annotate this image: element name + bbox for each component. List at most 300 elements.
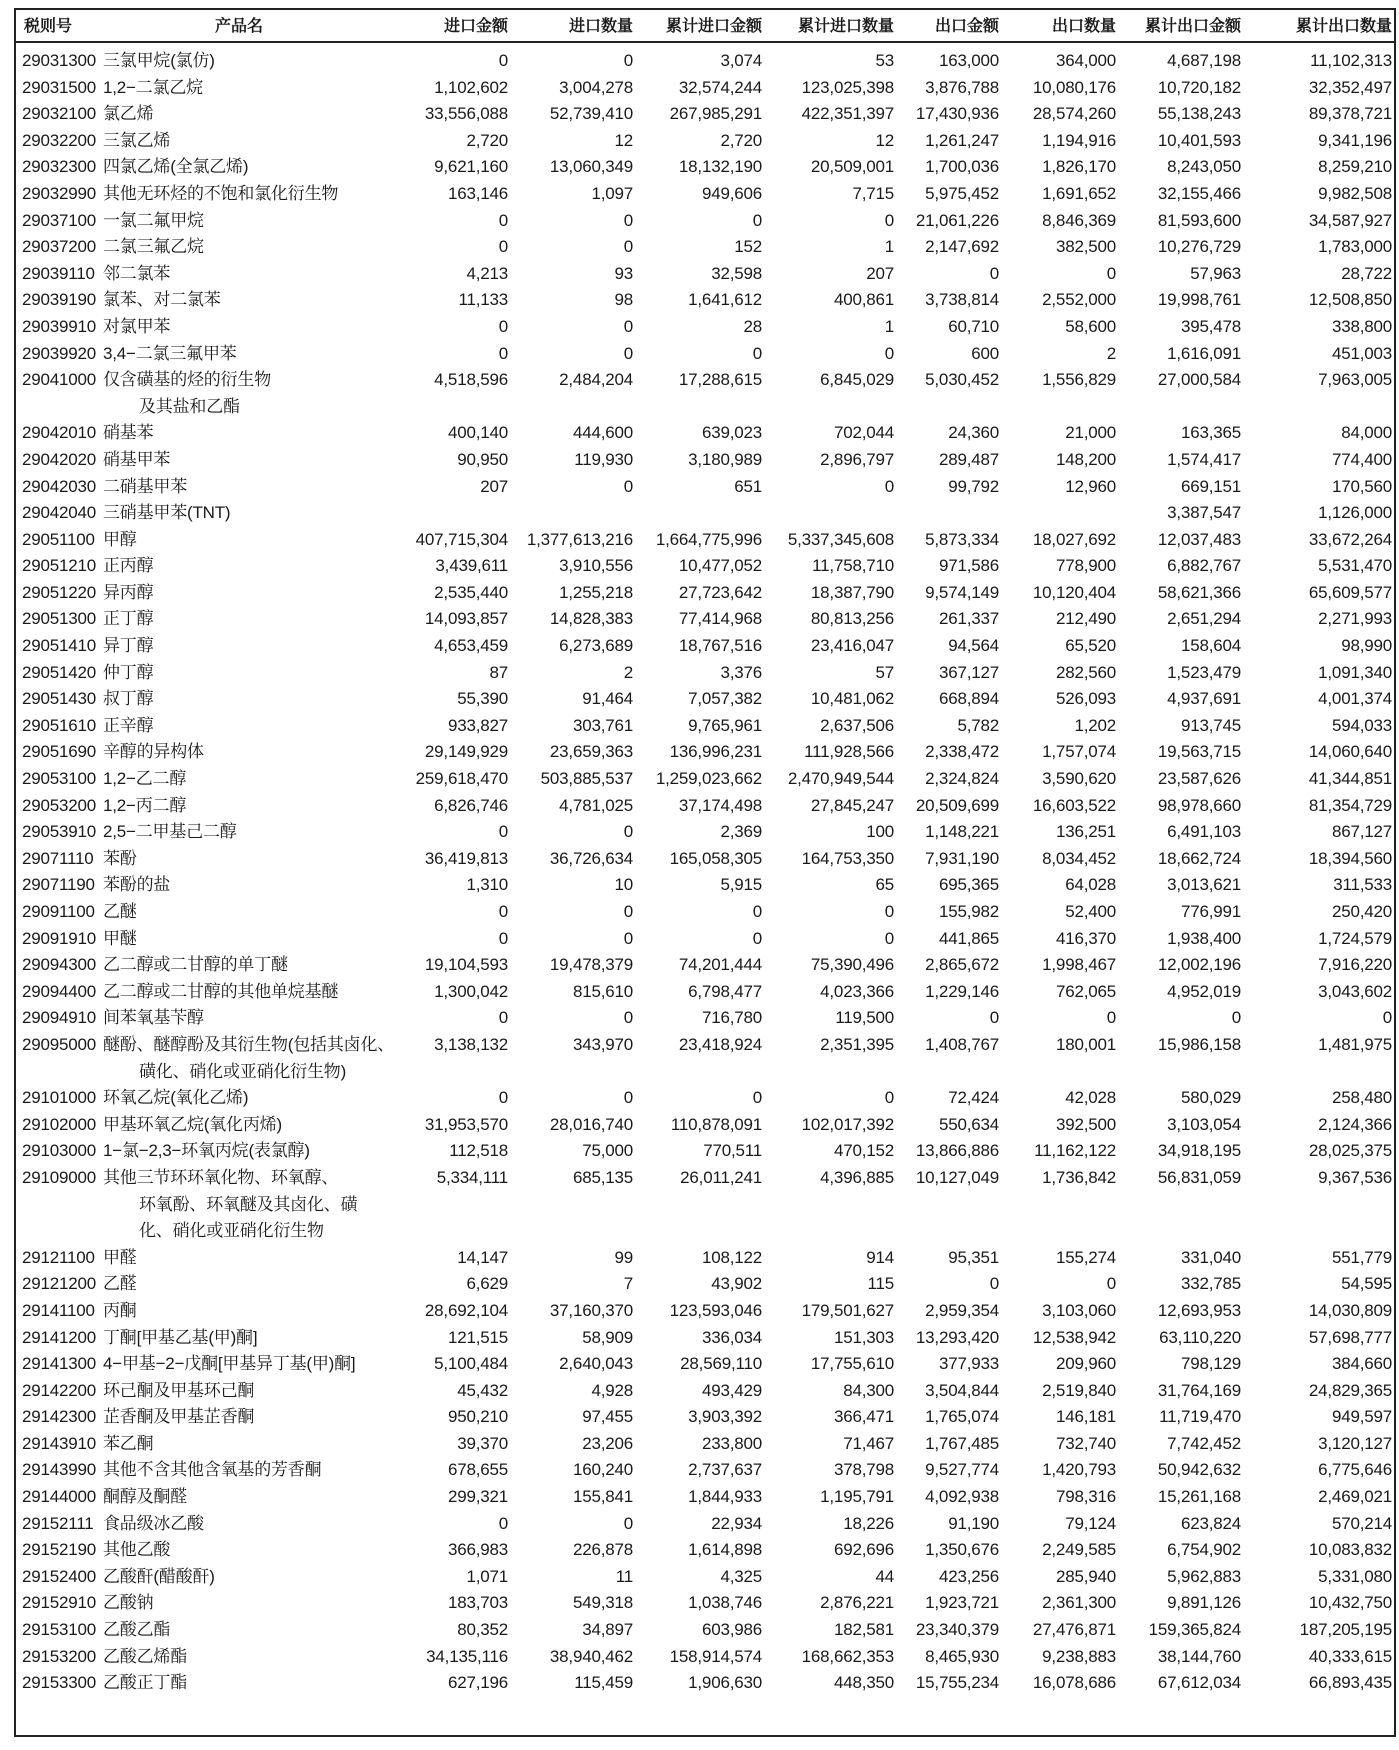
product-name-cell — [101, 1590, 383, 1617]
cumulative-import-quantity-cell: 7,715 — [852, 183, 894, 203]
cumulative-export-quantity-cell: 2,469,021 — [1318, 1487, 1392, 1507]
product-name-line: 乙酸正丁酯 — [103, 1673, 187, 1693]
product-name-line: 异丙醇 — [103, 582, 154, 602]
export-value-cell: 1,923,721 — [925, 1593, 999, 1613]
cumulative-import-quantity-cell: 179,501,627 — [801, 1300, 894, 1320]
import-quantity-cell: 2,640,043 — [559, 1354, 633, 1374]
cumulative-import-value-cell: 651 — [734, 476, 762, 496]
cumulative-import-quantity-cell: 20,509,001 — [810, 157, 894, 177]
export-quantity-cell: 148,200 — [1055, 449, 1116, 469]
product-name-line: 及其盐和乙酯 — [139, 396, 240, 416]
product-name-line: 其他无环烃的不饱和氯化衍生物 — [103, 183, 339, 203]
product-name-cell — [101, 633, 383, 660]
table-row — [16, 793, 1396, 820]
cumulative-export-quantity-cell: 867,127 — [1331, 822, 1392, 842]
cumulative-export-value-cell: 15,986,158 — [1157, 1034, 1241, 1054]
tariff-code-cell: 29032200 — [22, 130, 97, 150]
export-value-cell: 155,982 — [938, 902, 999, 921]
export-quantity-cell: 778,900 — [1055, 556, 1116, 576]
table-row — [16, 1537, 1396, 1564]
cumulative-export-quantity-cell: 28,722 — [1341, 263, 1392, 283]
tariff-code-cell: 29039110 — [22, 263, 95, 283]
product-name-cell — [101, 1511, 383, 1538]
cumulative-export-quantity-cell: 774,400 — [1331, 449, 1392, 469]
cumulative-import-value-cell: 26,011,241 — [680, 1167, 762, 1187]
export-quantity-cell: 282,560 — [1055, 662, 1116, 682]
product-name-cell — [101, 181, 383, 208]
header-cumulative-export-quantity: 累计出口数量 — [1247, 10, 1396, 42]
export-value-cell — [900, 500, 1005, 527]
cumulative-export-quantity-cell: 3,120,127 — [1318, 1433, 1392, 1453]
product-name-line: 甲醛 — [103, 1247, 137, 1267]
export-value-cell: 13,293,420 — [915, 1327, 999, 1347]
import-value-cell: 400,140 — [447, 423, 508, 443]
cumulative-export-value-cell: 55,138,243 — [1157, 104, 1241, 124]
import-value-cell: 1,300,042 — [434, 981, 508, 1001]
cumulative-export-value-cell: 9,891,126 — [1167, 1593, 1241, 1613]
cumulative-export-quantity-cell: 54,595 — [1341, 1274, 1392, 1294]
export-quantity-cell: 212,490 — [1055, 609, 1116, 629]
cumulative-export-value-cell: 1,938,400 — [1167, 928, 1241, 948]
cumulative-export-quantity-cell: 9,982,508 — [1318, 183, 1392, 203]
product-name-cell — [101, 1457, 383, 1484]
product-name-line: 一氯二氟甲烷 — [103, 210, 204, 230]
tariff-code-cell: 29051100 — [22, 529, 95, 549]
import-value-cell: 0 — [498, 237, 508, 257]
product-name-line: 其他三节环环氧化物、环氧醇、 — [103, 1167, 339, 1187]
export-value-cell: 1,408,767 — [925, 1034, 999, 1054]
import-value-cell: 14,093,857 — [424, 609, 508, 629]
import-value-cell: 0 — [498, 1088, 508, 1108]
tariff-code-cell: 29121200 — [22, 1274, 97, 1294]
cumulative-import-value-cell: 28 — [743, 316, 762, 336]
cumulative-import-value-cell: 0 — [752, 343, 762, 363]
export-value-cell: 95,351 — [948, 1247, 999, 1267]
export-quantity-cell: 1,420,793 — [1042, 1460, 1116, 1480]
export-value-cell: 1,700,036 — [925, 157, 999, 177]
import-value-cell: 4,518,596 — [434, 370, 508, 390]
product-name-line: 三硝基甲苯(TNT) — [103, 503, 231, 523]
export-quantity-cell — [1005, 500, 1122, 527]
cumulative-export-value-cell: 56,831,059 — [1157, 1167, 1241, 1187]
import-value-cell: 33,556,088 — [424, 104, 508, 124]
header-product-name: 产品名 — [101, 10, 383, 42]
import-quantity-cell: 119,930 — [574, 449, 633, 469]
cumulative-export-quantity-cell: 551,779 — [1331, 1247, 1392, 1267]
import-value-cell: 31,953,570 — [424, 1114, 508, 1134]
cumulative-export-quantity-cell: 4,001,374 — [1318, 689, 1392, 709]
table-row — [16, 1271, 1396, 1298]
cumulative-export-quantity-cell: 384,660 — [1331, 1354, 1392, 1374]
cumulative-import-value-cell: 158,914,574 — [669, 1646, 762, 1666]
product-name-line: 食品级冰乙酸 — [103, 1513, 204, 1533]
import-value-cell: 5,334,111 — [436, 1167, 508, 1187]
cumulative-import-value-cell: 37,174,498 — [678, 795, 762, 815]
export-quantity-cell: 64,028 — [1065, 875, 1116, 895]
product-name-line: 苯酚 — [103, 848, 137, 868]
cumulative-import-quantity-cell: 12 — [875, 130, 894, 150]
export-quantity-cell: 2,519,840 — [1042, 1380, 1116, 1400]
product-name-line: 其他不含其他含氧基的芳香酮 — [103, 1460, 322, 1480]
import-quantity-cell: 13,060,349 — [549, 157, 633, 177]
product-name-cell — [101, 606, 383, 633]
tariff-code-cell: 29042040 — [22, 503, 97, 523]
table-row — [16, 261, 1396, 288]
import-quantity-cell: 11 — [615, 1566, 633, 1586]
cumulative-import-quantity-cell: 17,755,610 — [810, 1354, 894, 1374]
product-name-line: 氯乙烯 — [103, 104, 154, 124]
cumulative-export-value-cell: 395,478 — [1180, 316, 1241, 336]
cumulative-export-value-cell: 4,952,019 — [1167, 981, 1241, 1001]
table-row — [16, 527, 1396, 554]
table-header-row — [16, 10, 1396, 42]
cumulative-export-quantity-cell: 12,508,850 — [1308, 290, 1392, 310]
tariff-code-cell: 29032990 — [22, 183, 97, 203]
cumulative-import-value-cell: 3,903,392 — [688, 1407, 762, 1427]
import-quantity-cell: 503,885,537 — [540, 769, 633, 789]
table-row — [16, 1165, 1396, 1245]
cumulative-import-quantity-cell: 207 — [866, 263, 894, 283]
product-name-cell — [101, 899, 383, 926]
import-value-cell: 1,102,602 — [434, 77, 508, 97]
product-name-cell — [101, 1005, 383, 1032]
export-value-cell: 695,365 — [938, 875, 999, 895]
product-name-cell — [101, 1298, 383, 1325]
cumulative-import-quantity-cell: 18,226 — [843, 1513, 894, 1533]
product-name-cell — [101, 341, 383, 368]
export-quantity-cell: 3,590,620 — [1042, 769, 1116, 789]
table-row — [16, 154, 1396, 181]
export-quantity-cell: 12,960 — [1065, 476, 1116, 496]
import-value-cell: 2,535,440 — [434, 582, 508, 602]
export-value-cell: 2,338,472 — [925, 742, 999, 762]
tariff-code-cell: 29053100 — [22, 769, 97, 789]
product-name-line: 甲醚 — [103, 928, 137, 948]
tariff-code-cell: 29094300 — [22, 955, 97, 975]
cumulative-export-quantity-cell: 66,893,435 — [1308, 1673, 1392, 1693]
table-body — [16, 42, 1396, 1697]
product-name-line: 乙酸乙烯酯 — [103, 1646, 187, 1666]
cumulative-export-value-cell: 7,742,452 — [1167, 1433, 1241, 1453]
product-name-line: 丁酮[甲基乙基(甲)酮] — [103, 1327, 258, 1347]
product-name-line: 硝基甲苯 — [103, 449, 171, 469]
export-value-cell: 971,586 — [938, 556, 999, 576]
header-import-quantity: 进口数量 — [514, 10, 639, 42]
table-row — [16, 553, 1396, 580]
import-quantity-cell: 3,910,556 — [559, 556, 633, 576]
product-name-cell — [101, 1537, 383, 1564]
table-row — [16, 1457, 1396, 1484]
export-quantity-cell: 2 — [1106, 343, 1116, 363]
cumulative-export-value-cell: 50,942,632 — [1157, 1460, 1241, 1480]
product-name-cell — [101, 287, 383, 314]
cumulative-export-quantity-cell: 9,341,196 — [1318, 130, 1392, 150]
cumulative-import-quantity-cell: 4,023,366 — [820, 981, 894, 1001]
cumulative-export-value-cell: 98,978,660 — [1157, 795, 1241, 815]
cumulative-export-value-cell: 6,882,767 — [1167, 556, 1241, 576]
cumulative-export-quantity-cell: 7,916,220 — [1318, 955, 1392, 975]
cumulative-import-value-cell: 165,058,305 — [669, 848, 762, 868]
table-row — [16, 474, 1396, 501]
import-quantity-cell — [514, 500, 639, 527]
product-name-line: 仲丁醇 — [103, 662, 154, 682]
export-quantity-cell: 382,500 — [1055, 237, 1116, 257]
export-value-cell: 91,190 — [948, 1513, 999, 1533]
cumulative-export-value-cell: 798,129 — [1180, 1354, 1241, 1374]
cumulative-export-value-cell: 63,110,220 — [1159, 1327, 1241, 1347]
cumulative-import-value-cell: 493,429 — [701, 1380, 762, 1400]
tariff-code-cell: 29144000 — [22, 1487, 97, 1507]
cumulative-import-quantity-cell: 75,390,496 — [810, 955, 894, 975]
export-value-cell: 21,061,226 — [915, 210, 999, 230]
table-row — [16, 1511, 1396, 1538]
import-quantity-cell: 99 — [614, 1247, 633, 1267]
export-quantity-cell: 3,103,060 — [1042, 1300, 1116, 1320]
import-quantity-cell: 28,016,740 — [549, 1114, 633, 1134]
cumulative-import-quantity-cell: 0 — [884, 476, 894, 496]
table-row — [16, 181, 1396, 208]
import-quantity-cell: 226,878 — [572, 1540, 633, 1560]
import-value-cell: 183,703 — [447, 1593, 508, 1613]
product-name-cell — [101, 234, 383, 261]
export-quantity-cell: 180,001 — [1055, 1034, 1116, 1054]
import-value-cell: 0 — [498, 822, 508, 842]
table-row — [16, 1431, 1396, 1458]
tariff-code-cell: 29051420 — [22, 662, 97, 682]
cumulative-export-value-cell: 6,491,103 — [1167, 822, 1241, 842]
tariff-code-cell: 29031300 — [22, 51, 97, 70]
import-quantity-cell: 0 — [623, 902, 633, 921]
import-quantity-cell: 12 — [614, 130, 633, 150]
cumulative-import-quantity-cell: 27,845,247 — [810, 795, 894, 815]
tariff-code-cell: 29103000 — [22, 1141, 97, 1161]
import-value-cell: 80,352 — [457, 1620, 508, 1640]
product-name-line: 1,2−丙二醇 — [103, 795, 187, 815]
cumulative-export-value-cell: 23,587,626 — [1157, 769, 1241, 789]
export-quantity-cell: 18,027,692 — [1032, 529, 1116, 549]
cumulative-import-quantity-cell: 0 — [884, 902, 894, 921]
cumulative-import-quantity-cell: 123,025,398 — [801, 77, 894, 97]
tariff-code-cell: 29051220 — [22, 582, 97, 602]
product-name-cell — [101, 420, 383, 447]
import-quantity-cell: 97,455 — [582, 1407, 633, 1427]
import-quantity-cell: 37,160,370 — [549, 1300, 633, 1320]
trade-statistics-table — [16, 10, 1396, 1697]
import-quantity-cell: 4,781,025 — [559, 795, 633, 815]
product-name-cell — [101, 527, 383, 554]
import-value-cell: 1,071 — [466, 1566, 508, 1586]
cumulative-export-value-cell: 4,937,691 — [1167, 689, 1241, 709]
cumulative-import-value-cell: 1,614,898 — [688, 1540, 762, 1560]
cumulative-import-quantity-cell: 702,044 — [833, 423, 894, 443]
cumulative-import-quantity-cell: 151,303 — [833, 1327, 894, 1347]
import-value-cell: 4,213 — [466, 263, 508, 283]
product-name-line: 乙二醇或二甘醇的其他单烷基醚 — [103, 981, 339, 1001]
cumulative-import-value-cell: 233,800 — [701, 1433, 762, 1453]
cumulative-import-quantity-cell: 1 — [884, 316, 894, 336]
cumulative-export-value-cell: 12,037,483 — [1157, 529, 1241, 549]
table-row — [16, 447, 1396, 474]
product-name-cell — [101, 713, 383, 740]
export-value-cell: 20,509,699 — [915, 795, 999, 815]
cumulative-import-quantity-cell: 5,337,345,608 — [787, 529, 894, 549]
table-row — [16, 899, 1396, 926]
tariff-code-cell: 29095000 — [22, 1034, 97, 1054]
cumulative-export-quantity-cell: 14,030,809 — [1308, 1300, 1392, 1320]
product-name-cell — [101, 447, 383, 474]
import-quantity-cell: 34,897 — [582, 1620, 633, 1640]
cumulative-import-quantity-cell: 23,416,047 — [810, 636, 894, 656]
cumulative-import-value-cell: 0 — [752, 928, 762, 948]
cumulative-import-value-cell: 9,765,961 — [688, 715, 762, 735]
export-value-cell: 99,792 — [948, 476, 999, 496]
product-name-cell — [101, 686, 383, 713]
cumulative-export-quantity-cell: 65,609,577 — [1308, 582, 1392, 602]
tariff-code-cell: 29041000 — [22, 370, 97, 390]
export-quantity-cell: 16,078,686 — [1032, 1673, 1116, 1693]
export-quantity-cell: 136,251 — [1055, 822, 1116, 842]
table-row — [16, 42, 1396, 75]
table-row — [16, 926, 1396, 953]
import-quantity-cell: 75,000 — [582, 1141, 633, 1161]
export-quantity-cell: 21,000 — [1065, 423, 1116, 443]
cumulative-export-quantity-cell: 10,083,832 — [1308, 1540, 1392, 1560]
export-value-cell: 3,504,844 — [925, 1380, 999, 1400]
cumulative-export-quantity-cell: 451,003 — [1331, 343, 1392, 363]
cumulative-export-value-cell: 159,365,824 — [1148, 1620, 1241, 1640]
header-import-value: 进口金额 — [383, 10, 514, 42]
product-name-cell — [101, 42, 383, 75]
tariff-code-cell: 29141200 — [22, 1327, 97, 1347]
product-name-line: 1−氯−2,3−环氧丙烷(表氯醇) — [103, 1141, 310, 1161]
export-quantity-cell: 8,846,369 — [1042, 210, 1116, 230]
product-name-line: 1,2−乙二醇 — [103, 769, 187, 789]
cumulative-import-quantity-cell: 2,470,949,544 — [787, 769, 894, 789]
cumulative-import-quantity-cell: 692,696 — [833, 1540, 894, 1560]
cumulative-export-quantity-cell: 89,378,721 — [1308, 104, 1392, 124]
product-name-cell — [101, 500, 383, 527]
cumulative-import-value-cell: 3,180,989 — [688, 449, 762, 469]
tariff-code-cell: 29153100 — [22, 1620, 97, 1640]
product-name-line: 硝基苯 — [103, 423, 154, 443]
cumulative-export-value-cell: 19,998,761 — [1157, 290, 1241, 310]
import-value-cell: 4,653,459 — [434, 636, 508, 656]
product-name-cell — [101, 1404, 383, 1431]
cumulative-import-value-cell: 639,023 — [701, 423, 762, 443]
export-quantity-cell: 1,202 — [1074, 715, 1116, 735]
import-quantity-cell: 1,377,613,216 — [526, 529, 633, 549]
cumulative-export-value-cell: 331,040 — [1180, 1247, 1241, 1267]
cumulative-import-quantity-cell: 1 — [884, 237, 894, 257]
cumulative-export-quantity-cell: 338,800 — [1331, 316, 1392, 336]
export-value-cell: 1,350,676 — [925, 1540, 999, 1560]
cumulative-export-value-cell: 31,764,169 — [1157, 1380, 1241, 1400]
export-value-cell: 24,360 — [948, 423, 999, 443]
cumulative-export-quantity-cell: 2,271,993 — [1318, 609, 1392, 629]
table-row — [16, 1351, 1396, 1378]
export-quantity-cell: 146,181 — [1055, 1407, 1116, 1427]
export-quantity-cell: 1,194,916 — [1042, 130, 1116, 150]
import-quantity-cell: 14,828,383 — [549, 609, 633, 629]
export-value-cell: 550,634 — [938, 1114, 999, 1134]
product-name-cell — [101, 1325, 383, 1352]
export-quantity-cell: 65,520 — [1065, 636, 1116, 656]
import-quantity-cell: 0 — [623, 1088, 633, 1108]
cumulative-import-value-cell: 17,288,615 — [678, 370, 762, 390]
tariff-code-cell: 29042030 — [22, 476, 97, 496]
cumulative-export-quantity-cell: 1,481,975 — [1318, 1034, 1392, 1054]
cumulative-import-value-cell: 336,034 — [701, 1327, 762, 1347]
product-name-cell — [101, 1484, 383, 1511]
import-value-cell: 259,618,470 — [415, 769, 508, 789]
table-row — [16, 1325, 1396, 1352]
import-value-cell: 29,149,929 — [424, 742, 508, 762]
tariff-code-cell: 29051430 — [22, 689, 97, 709]
product-name-cell — [101, 580, 383, 607]
table-row — [16, 713, 1396, 740]
cumulative-import-value-cell: 22,934 — [711, 1513, 762, 1533]
cumulative-export-quantity-cell: 6,775,646 — [1318, 1460, 1392, 1480]
cumulative-import-value-cell: 5,915 — [720, 875, 762, 895]
import-quantity-cell: 0 — [623, 822, 633, 842]
tariff-code-cell: 29042010 — [22, 423, 97, 443]
header-tariff-code: 税则号 — [16, 10, 101, 42]
cumulative-export-value-cell: 10,720,182 — [1157, 77, 1241, 97]
export-quantity-cell: 0 — [1106, 263, 1116, 283]
export-value-cell: 13,866,886 — [915, 1141, 999, 1161]
import-value-cell: 28,692,104 — [424, 1300, 508, 1320]
cumulative-import-quantity-cell: 470,152 — [833, 1141, 894, 1161]
product-name-cell — [101, 926, 383, 953]
table-row — [16, 1085, 1396, 1112]
import-quantity-cell: 7 — [623, 1274, 633, 1294]
export-quantity-cell: 416,370 — [1055, 928, 1116, 948]
tariff-code-cell: 29152190 — [22, 1540, 97, 1560]
export-quantity-cell: 1,556,829 — [1042, 370, 1116, 390]
product-name-cell — [101, 1378, 383, 1405]
tariff-code-cell: 29091910 — [22, 928, 97, 948]
export-value-cell: 261,337 — [938, 609, 999, 629]
product-name-line: 仅含磺基的烃的衍生物 — [103, 370, 271, 390]
import-value-cell: 90,950 — [457, 449, 508, 469]
import-value-cell — [383, 500, 514, 527]
import-quantity-cell: 23,659,363 — [549, 742, 633, 762]
table-row — [16, 208, 1396, 235]
export-value-cell: 289,487 — [938, 449, 999, 469]
import-value-cell: 11,133 — [458, 290, 508, 310]
import-value-cell: 207 — [480, 476, 508, 496]
header-cumulative-export-value: 累计出口金额 — [1122, 10, 1247, 42]
cumulative-export-value-cell: 158,604 — [1180, 636, 1241, 656]
table-row — [16, 420, 1396, 447]
cumulative-export-quantity-cell: 170,560 — [1331, 476, 1392, 496]
import-quantity-cell: 0 — [623, 1008, 633, 1028]
export-value-cell: 367,127 — [938, 662, 999, 682]
cumulative-export-quantity-cell: 41,344,851 — [1308, 769, 1392, 789]
table-row — [16, 979, 1396, 1006]
cumulative-export-value-cell: 27,000,584 — [1157, 370, 1241, 390]
tariff-code-cell: 29102000 — [22, 1114, 97, 1134]
import-value-cell: 0 — [498, 1008, 508, 1028]
cumulative-import-value-cell: 0 — [752, 210, 762, 230]
cumulative-export-quantity-cell: 32,352,497 — [1308, 77, 1392, 97]
cumulative-import-value-cell: 136,996,231 — [669, 742, 762, 762]
cumulative-import-value-cell: 949,606 — [701, 183, 762, 203]
product-name-cell — [101, 553, 383, 580]
import-value-cell: 0 — [498, 928, 508, 948]
export-value-cell: 1,229,146 — [925, 981, 999, 1001]
cumulative-import-quantity-cell: 119,500 — [835, 1008, 894, 1028]
